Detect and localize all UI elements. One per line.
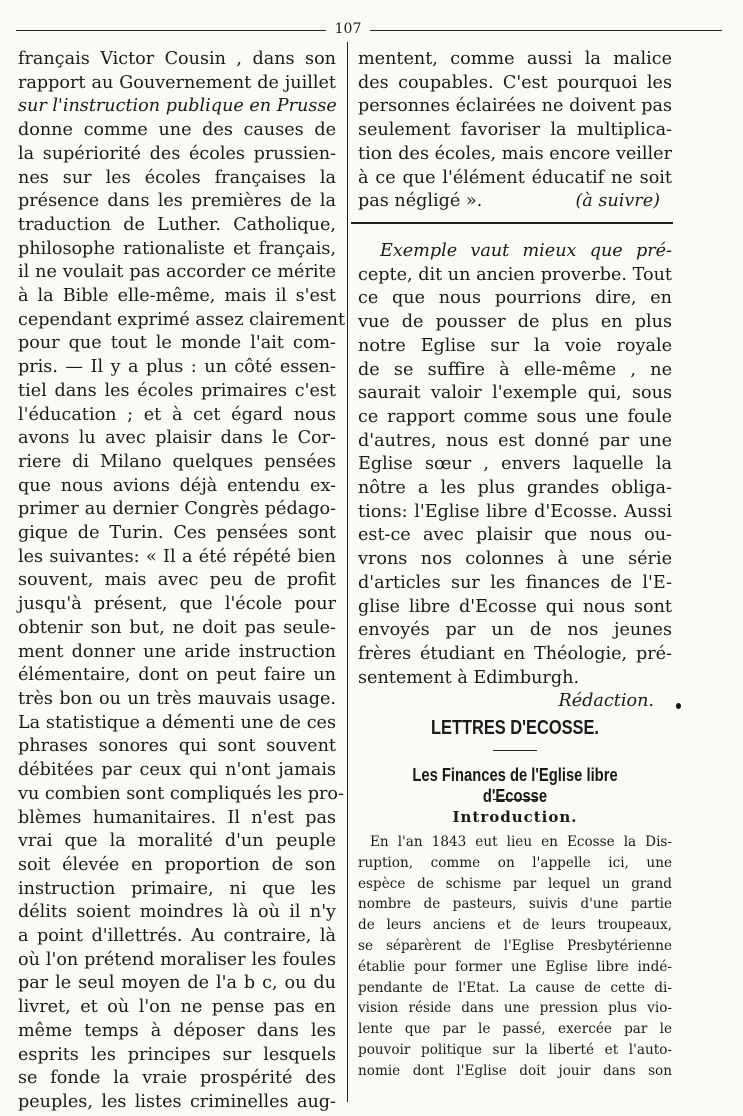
text-line: blèmes humanitaires. Il n'est pas [18,807,336,828]
section-rule [351,222,673,224]
text-line: traduction de Luther. Catholique, [18,214,336,235]
right-column-top [358,48,672,214]
text-line: lente que par le passé, exercée par le [358,1021,672,1038]
text-line: glise libre d'Ecosse qui nous sont [358,596,672,617]
text-line: vision réside dans une pression plus vio- [358,1000,672,1017]
text-line: il ne voulait pas accorder ce mérite [18,262,336,283]
text-line: vue de pousser de plus en plus [358,312,672,333]
text-line: obtenir son but, ne doit pas seule- [18,617,336,638]
text-line: tiel dans les écoles primaires c'est [18,380,336,401]
right-column-intro-note [358,240,672,714]
article-subtitle: Introduction. [452,808,578,826]
text-line: Eglise sœur , envers laquelle la [358,454,672,475]
section-heading: LETTRES D'ECOSSE. [431,717,599,739]
text-line: seulement favoriser la multiplica- [358,120,672,141]
heading-rule [493,799,537,800]
page-header [16,20,722,40]
text-line: cepte, dit un ancien proverbe. Tout [358,264,672,285]
text-line: a point d'illettrés. Au contraire, là [18,926,336,947]
text-line: mentent, comme aussi la malice [358,49,672,69]
text-line: vu combien sont compliqués les pro- [18,783,344,804]
text-line: esprits les principes sur lesquels [18,1044,336,1065]
text-line: que nous avions déjà entendu ex- [18,475,336,496]
text-line: délits soient moindres là où il n'y [18,902,336,923]
text-line: jusqu'à présent, que l'école pour [18,594,336,615]
text-line: Exemple vaut mieux que pré- [380,241,672,261]
text-line: soit élevée en proportion de son [18,854,336,875]
text-line: La statistique a démenti une de ces [18,712,336,733]
left-column [18,48,346,1115]
text-fragment: pas négligé ». [358,191,483,212]
text-line: est-ce avec plaisir que nous ou- [358,525,672,546]
text-line: nomie dont l'Eglise doit jouir dans son [358,1062,672,1079]
text-line: gique de Turin. Ces pensées sont [18,523,336,544]
text-line: espèce de schisme par lequel un grand [358,875,672,892]
text-line: donne comme une des causes de [18,120,336,141]
text-line: philosophe rationaliste et français, [18,238,336,259]
text-line: pour que tout le monde l'ait com- [18,333,336,354]
text-line: peuples, les listes criminelles aug- [18,1091,336,1112]
text-line: la supériorité des écoles prussien- [18,143,336,164]
text-line: vrons nos colonnes à une série [358,549,672,570]
article-title: Les Finances de l'Eglise libre d'Ecosse [412,765,618,806]
text-line: français Victor Cousin , dans son [18,49,336,69]
text-line: d'autres, nous est donné par une [358,430,672,451]
text-line: pouvoir politique sur la liberté et l'auto- [358,1041,672,1058]
text-line: nes sur les écoles françaises la [18,167,336,188]
text-line: nôtre a les plus grandes obliga- [358,478,672,499]
text-line: rapport au Gouvernement de juillet [18,72,336,93]
text-line: souvent, mais avec peu de profit [18,570,336,591]
text-line: ce que nous pourrions dire, en [358,288,672,309]
text-line: frères étudiant en Théologie, pré- [358,643,672,664]
text-line: se séparèrent de l'Eglise Presbytérienne [358,937,672,954]
text-line: d'articles sur les finances de l'E- [358,572,672,593]
text-line: même temps à déposer dans les [18,1020,336,1041]
text-line: de se suffire à elle-même , ne [358,359,672,380]
text-line: élémentaire, dont on peut faire un [18,665,336,686]
text-line-last [358,190,672,214]
header-rule-right [370,30,722,31]
text-line: notre Eglise sur la voie royale [358,335,672,356]
text-line: avons lu avec plaisir dans le Cor- [18,428,336,449]
text-line: sentement à Edimburgh. [358,667,580,688]
right-column-article [358,832,672,1082]
text-line: à la Bible elle-même, mais il s'est [18,286,336,307]
text-line: ruption, comme on l'appelle ici, une [358,854,672,871]
text-line: de leurs anciens et de leurs troupeaux, [358,917,672,934]
text-line: à ce que l'élément éducatif ne soit [358,167,672,188]
text-line: personnes éclairées ne doivent pas [358,96,672,117]
text-line: par le seul moyen de l'a b c, ou du [18,973,336,994]
text-line: saurait valoir l'exemple qui, sous [358,383,672,404]
text-line: livret, et où l'on ne pense pas en [18,997,336,1018]
text-line: envoyés par un de nos jeunes [358,620,672,641]
text-line: vrai que la moralité d'un peuple [18,831,336,852]
text-line: sur l'instruction publique en Prusse [18,96,337,117]
text-line: des coupables. C'est pourquoi les [358,72,672,93]
text-line: ce rapport comme sous une foule [358,406,672,427]
text-line: où l'on prétend moraliser les foules [18,949,336,970]
text-line: instruction primaire, ni que les [18,878,336,899]
signature: Rédaction. [558,691,654,712]
text-line: primer au dernier Congrès pédago- [18,499,336,520]
ink-dot [676,703,681,709]
text-line: débitées par ceux qui n'ont jamais [18,760,336,781]
a-suivre-note: (à suivre) [575,191,660,212]
text-line: se fonde la vraie prospérité des [18,1068,336,1089]
text-line: riere di Milano quelques pensées [18,451,336,472]
column-divider [347,42,348,1102]
text-line: En l'an 1843 eut lieu en Ecosse la Dis- [370,834,672,850]
header-rule-left [16,30,326,31]
text-line: ment donner une aride instruction [18,641,336,662]
text-line: l'éducation ; et à cet égard nous [18,404,336,425]
text-line: tion des écoles, mais encore veiller [358,143,672,164]
text-line: pendante de l'Etat. La cause de cette di- [358,979,672,996]
text-line: tions: l'Eglise libre d'Ecosse. Aussi [358,501,672,522]
page-number: 107 [334,21,362,37]
text-line: cependant exprimé assez clairement [18,309,346,330]
text-line: phrases sonores qui sont souvent [18,736,336,757]
text-line: très bon ou un très mauvais usage. [18,688,336,709]
text-line: les suivantes: « Il a été répété bien [18,546,336,567]
text-line: pris. — Il y a plus : un côté essen- [18,357,336,378]
text-line: établie pour former une Eglise libre indé- [358,958,672,975]
heading-rule [493,750,537,751]
text-line: nombre de pasteurs, suivis d'une partie [358,896,672,913]
text-line: présence dans les premières de la [18,191,336,212]
